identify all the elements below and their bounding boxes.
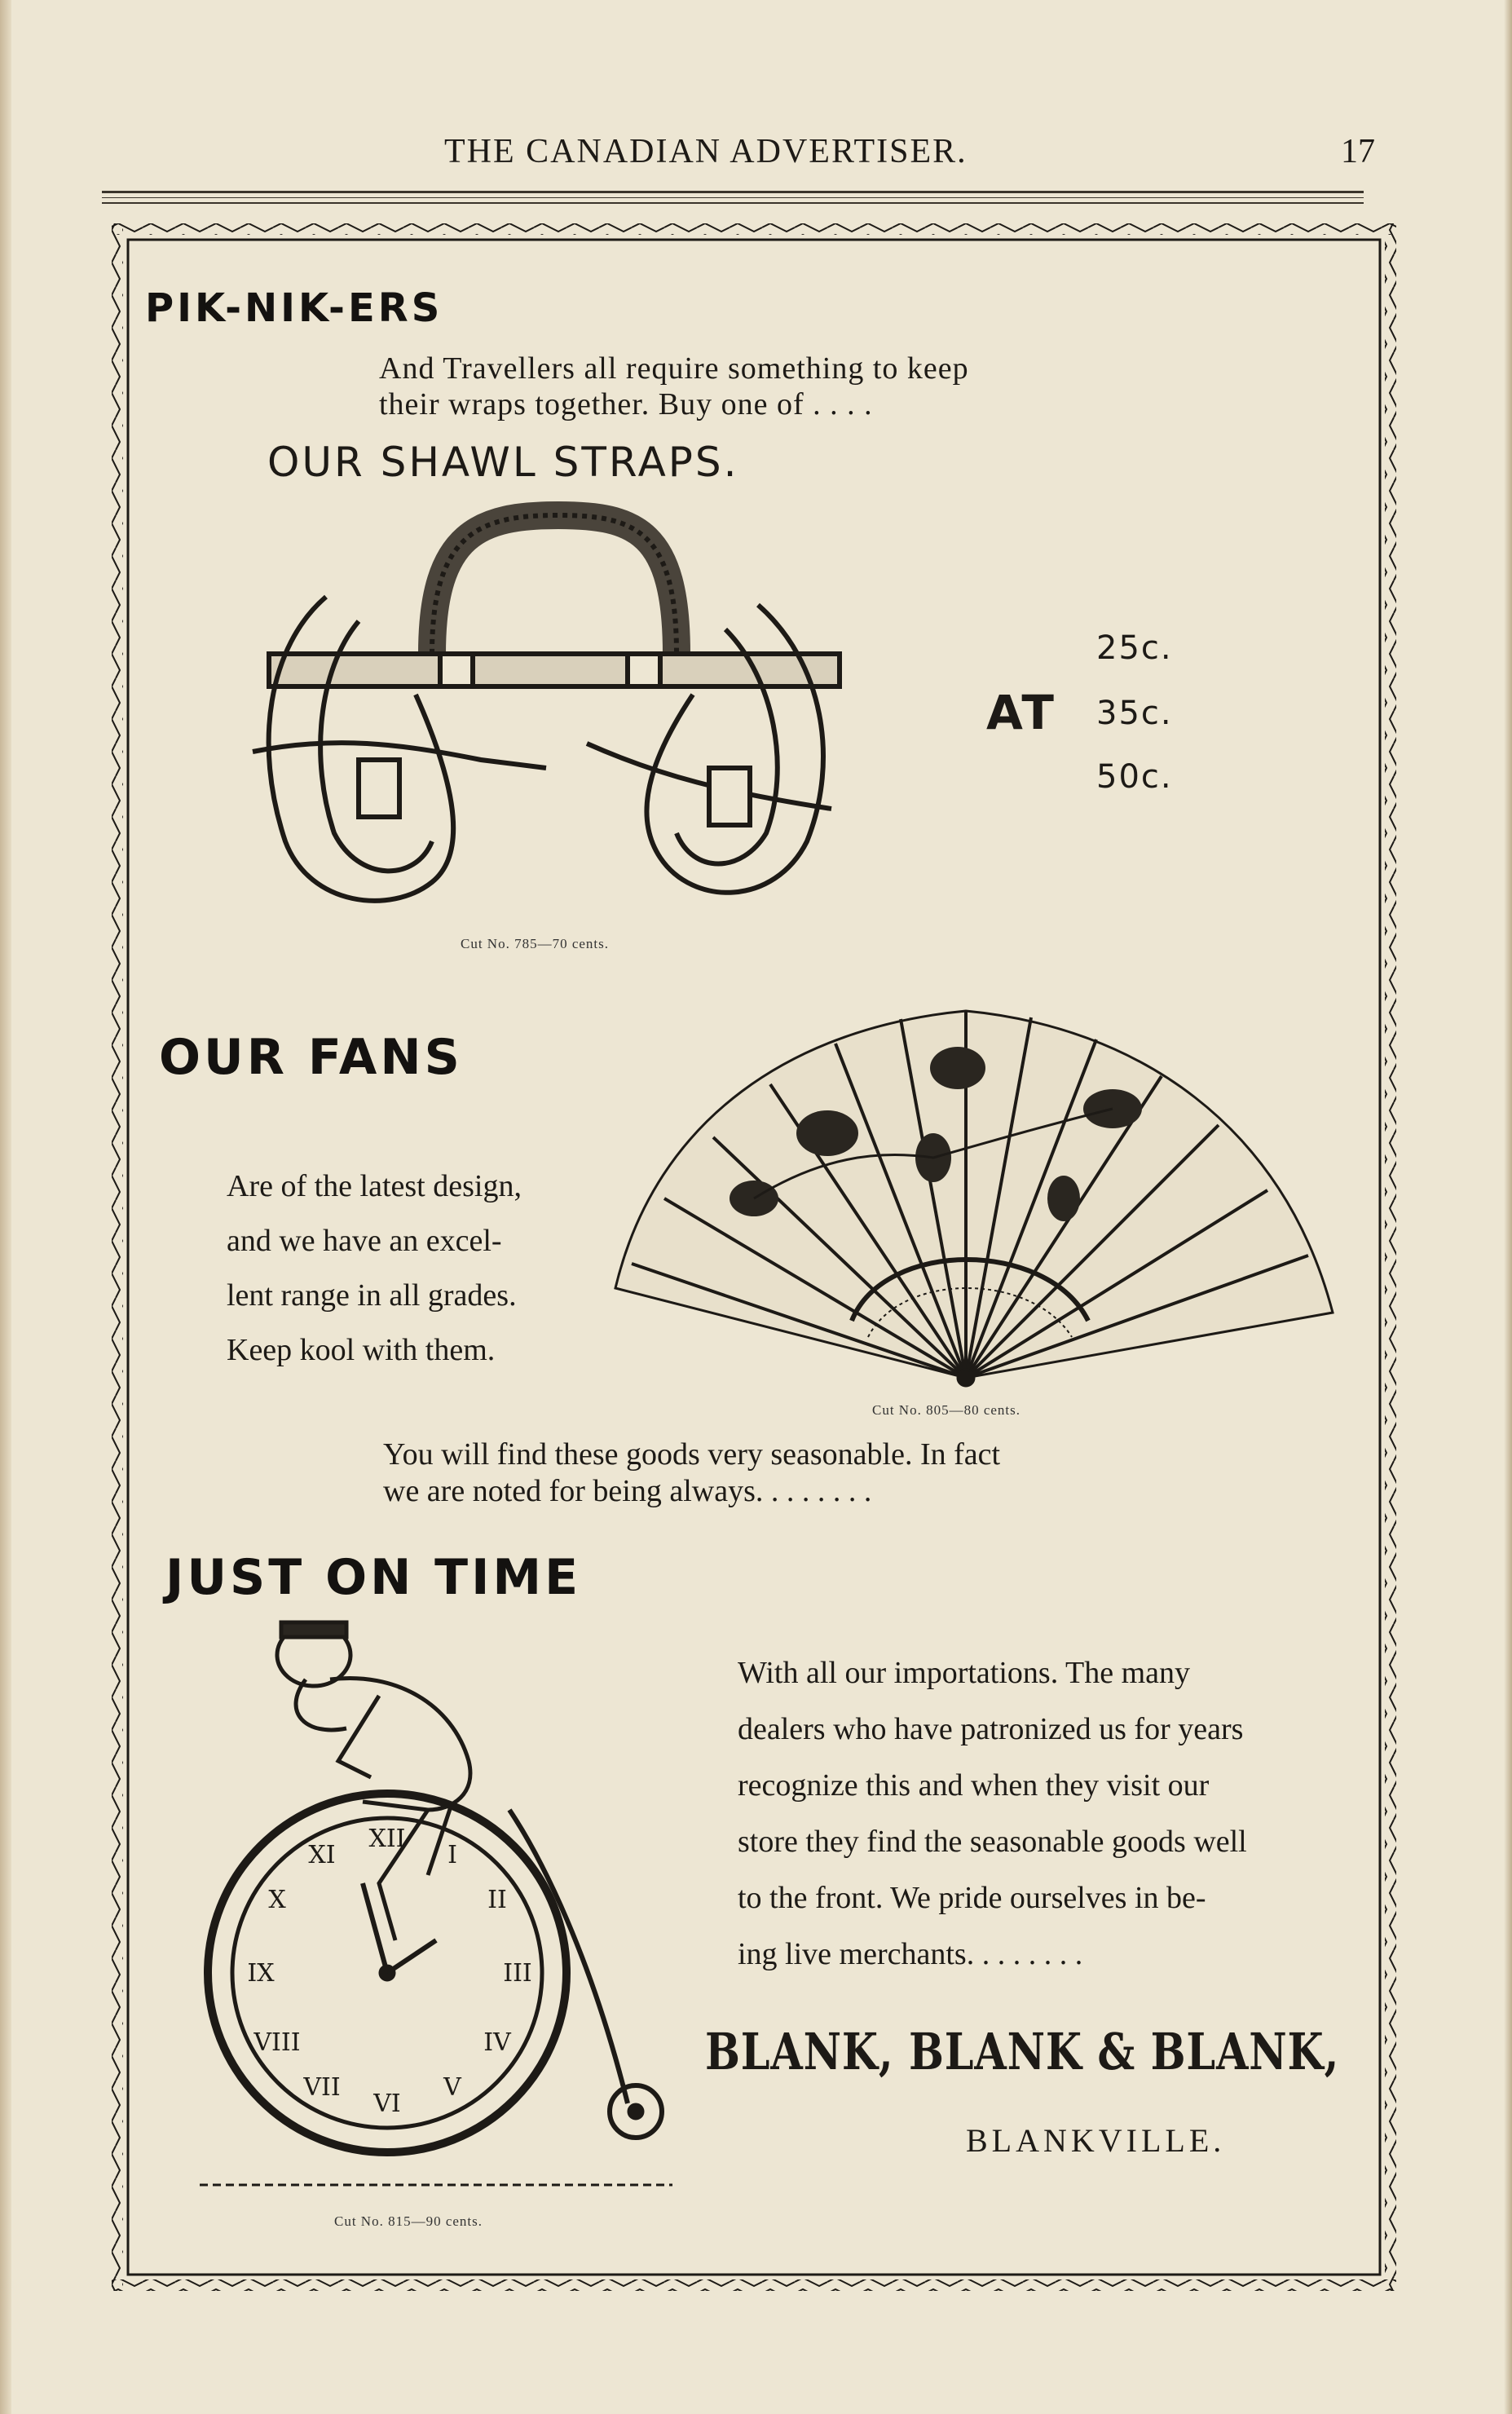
straps-caption: Cut No. 785—70 cents. xyxy=(461,936,610,951)
text-line: And Travellers all require something to keep xyxy=(379,351,969,386)
svg-text:IX: IX xyxy=(247,1959,275,1988)
just-on-time-heading: JUST ON TIME xyxy=(165,1549,582,1606)
travellers-text xyxy=(379,351,1113,422)
text-line: dealers who have patronized us for years xyxy=(738,1712,1244,1746)
text-line: With all our importations. The many xyxy=(738,1656,1191,1690)
firm-town: BLANKVILLE. xyxy=(966,2122,1226,2159)
text-line: You will find these goods very seasonable. In fact xyxy=(383,1437,1001,1472)
firm-name: BLANK, BLANK & BLANK, xyxy=(705,2022,1340,2081)
text-line: lent range in all grades. xyxy=(227,1278,517,1313)
page-edge xyxy=(0,0,11,2414)
text-line: recognize this and when they visit our xyxy=(738,1768,1210,1803)
svg-text:VIII: VIII xyxy=(253,2028,301,2057)
text-line: ing live merchants. . . . . . . . xyxy=(738,1937,1083,1971)
monkey-on-clock-penny-farthing-illustration xyxy=(183,1614,689,2205)
svg-text:XII: XII xyxy=(368,1825,406,1853)
text-line: store they find the seasonable goods well xyxy=(738,1825,1247,1859)
publication-title: THE CANADIAN ADVERTISER. xyxy=(444,133,968,170)
text-line: Are of the latest design, xyxy=(227,1169,522,1203)
fans-text xyxy=(227,1159,602,1378)
fans-caption: Cut No. 805—80 cents. xyxy=(872,1402,1021,1418)
price-prefix: AT xyxy=(986,685,1056,740)
svg-text:I: I xyxy=(447,1841,457,1869)
just-on-time-text xyxy=(738,1645,1333,1983)
price-option: 25c. xyxy=(1096,629,1173,667)
header-rule xyxy=(102,202,1364,204)
svg-text:III: III xyxy=(503,1959,532,1988)
clock-caption: Cut No. 815—90 cents. xyxy=(334,2213,483,2229)
text-line: to the front. We pride ourselves in be- xyxy=(738,1881,1206,1915)
svg-text:VI: VI xyxy=(373,2090,401,2118)
text-line: and we have an excel- xyxy=(227,1224,502,1258)
page-number: 17 xyxy=(1341,133,1375,170)
svg-text:V: V xyxy=(443,2073,461,2102)
svg-text:XI: XI xyxy=(308,1841,336,1869)
text-line: their wraps together. Buy one of . . . . xyxy=(379,387,873,421)
header-rule xyxy=(102,191,1364,193)
folding-fan-illustration xyxy=(607,995,1341,1406)
text-line: we are noted for being always. . . . . . . . xyxy=(383,1474,872,1508)
price-option: 35c. xyxy=(1096,695,1173,732)
page-edge xyxy=(1504,0,1512,2414)
header-rule xyxy=(102,197,1364,198)
svg-text:IV: IV xyxy=(483,2028,511,2057)
shawl-strap-illustration xyxy=(236,499,872,935)
svg-text:X: X xyxy=(268,1886,286,1914)
shawl-straps-title: OUR SHAWL STRAPS. xyxy=(267,439,739,486)
seasonable-text xyxy=(383,1436,1149,1510)
running-head xyxy=(0,132,1512,181)
our-fans-heading: OUR FANS xyxy=(159,1029,463,1086)
text-line: Keep kool with them. xyxy=(227,1333,496,1367)
svg-text:II: II xyxy=(487,1886,507,1914)
svg-text:VII: VII xyxy=(303,2073,341,2102)
price-option: 50c. xyxy=(1096,758,1173,796)
piknikers-heading: PIK-NIK-ERS xyxy=(145,285,443,331)
